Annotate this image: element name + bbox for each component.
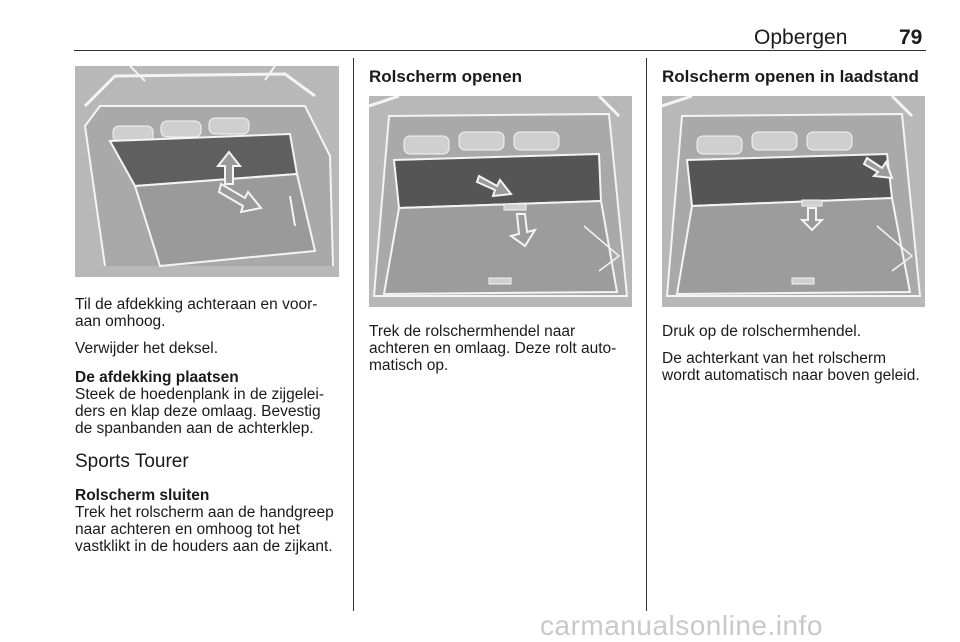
- paragraph: Steek de hoedenplank in de zijgelei- ders en klap deze omlaag. Bevestig de spanbanden aan de achterklep.: [75, 386, 325, 437]
- illustration-rollscreen-open: [369, 96, 632, 307]
- column-divider: [353, 58, 354, 611]
- column-3-text: [662, 323, 932, 394]
- section-title: Sports Tourer: [75, 451, 189, 472]
- paragraph: Druk op de rolschermhendel.: [662, 323, 862, 340]
- paragraph: Trek het rolscherm aan de handgreep naar achteren en omhoog tot het vastklikt in de houders aan de zijkant.: [75, 504, 334, 555]
- column-heading: Rolscherm openen in laadstand: [662, 67, 919, 86]
- paragraph: Verwijder het deksel.: [75, 340, 219, 357]
- watermark: carmanualsonline.info: [540, 610, 823, 641]
- column-1-text-lower: [75, 487, 353, 565]
- page-number: 79: [899, 26, 923, 49]
- header-rule: [74, 50, 926, 51]
- column-heading: Rolscherm openen: [369, 67, 523, 86]
- paragraph: De achterkant van het rolscherm wordt automatisch naar boven geleid.: [662, 350, 920, 384]
- column-1-text: [75, 296, 350, 447]
- page-section-title: Opbergen: [754, 26, 848, 49]
- paragraph: Trek de rolschermhendel naar achteren en omlaag. Deze rolt auto- matisch op.: [369, 323, 617, 374]
- subheading: De afdekking plaatsen: [75, 369, 239, 386]
- paragraph: Til de afdekking achteraan en voor- aan omhoog.: [75, 296, 318, 330]
- column-divider: [646, 58, 647, 611]
- subheading: Rolscherm sluiten: [75, 487, 210, 504]
- illustration-rollscreen-load-position: [662, 96, 925, 307]
- illustration-trunk-cover: [75, 66, 339, 277]
